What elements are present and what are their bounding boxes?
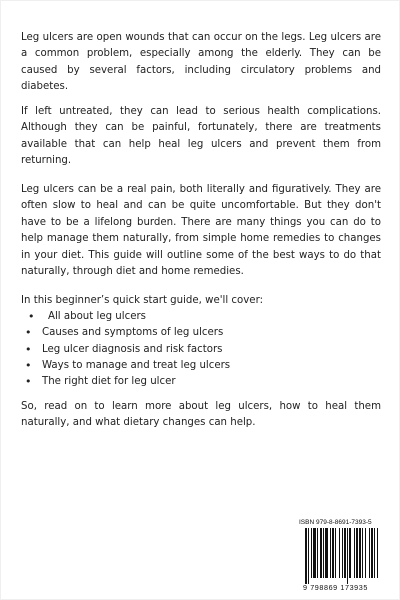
barcode-bar — [332, 528, 334, 578]
barcode-bar — [371, 528, 373, 578]
bullet-item: • Ways to manage and treat leg ulcers — [21, 358, 321, 374]
bullet-item: • The right diet for leg ulcer — [21, 374, 321, 390]
barcode-bar — [342, 528, 343, 578]
barcode-bar — [313, 528, 316, 578]
paragraph-natural-management — [21, 182, 381, 280]
isbn-barcode-block — [299, 519, 383, 592]
barcode-bar — [311, 528, 312, 578]
barcode-bar — [320, 528, 322, 578]
barcode-bar — [374, 528, 375, 578]
barcode-graphic — [303, 528, 381, 584]
paragraph-guide-intro — [21, 293, 381, 309]
barcode-bar — [347, 528, 348, 584]
topics-bullet-list — [21, 309, 321, 390]
barcode-bar — [317, 528, 318, 578]
bullet-item: • All about leg ulcers — [21, 309, 321, 325]
barcode-bar — [365, 528, 366, 578]
isbn-label: ISBN 979-8-8691-7393-5 — [299, 519, 372, 526]
barcode-bar — [359, 528, 361, 578]
paragraph-3-text: Leg ulcers can be a real pain, both literally and figuratively. They are often slow to heal and can be quite uncomfortable. But they don't have to be a lifelong burden. There are many things you can do to help manage them naturally, from simple home remedies to changes in your diet. This guide will outline some of the best ways to do that naturally, through diet and home remedies. — [21, 184, 381, 278]
barcode-bar — [330, 528, 331, 578]
barcode-bar — [356, 528, 358, 578]
barcode-bar — [377, 528, 378, 578]
barcode-bar — [344, 528, 346, 578]
barcode-bar — [305, 528, 307, 584]
paragraph-5-text: So, read on to learn more about leg ulcers, how to heal them naturally, and what dietary changes can help. — [21, 401, 381, 429]
paragraph-4-text: In this beginner’s quick start guide, we'll cover: — [21, 295, 264, 306]
barcode-bar — [323, 528, 324, 578]
barcode-bar — [349, 528, 351, 578]
paragraph-1-text: Leg ulcers are open wounds that can occur on the legs. Leg ulcers are a common problem, especially among the elderly. They can be caused by several factors, including circulatory problems and diabetes. — [21, 32, 381, 93]
barcode-bar — [308, 528, 309, 584]
paragraph-intro — [21, 30, 381, 96]
barcode-digits: 9 798869 173935 — [303, 583, 368, 592]
barcode-bar — [335, 528, 336, 578]
paragraph-2-text: If left untreated, they can lead to serious health complications. Although they can be painful, fortunately, there are treatments available that can help heal leg ulcers and prevent them from returning. — [21, 106, 381, 167]
bullet-item: • Causes and symptoms of leg ulcers — [21, 325, 321, 341]
paragraph-complications — [21, 104, 381, 170]
barcode-bar — [339, 528, 340, 578]
bullet-item: • Leg ulcer diagnosis and risk factors — [21, 342, 321, 358]
barcode-bar — [325, 528, 328, 578]
paragraph-closing — [21, 399, 381, 432]
barcode-bar — [354, 528, 355, 578]
barcode-bar — [362, 528, 363, 578]
barcode-bar — [369, 528, 370, 578]
